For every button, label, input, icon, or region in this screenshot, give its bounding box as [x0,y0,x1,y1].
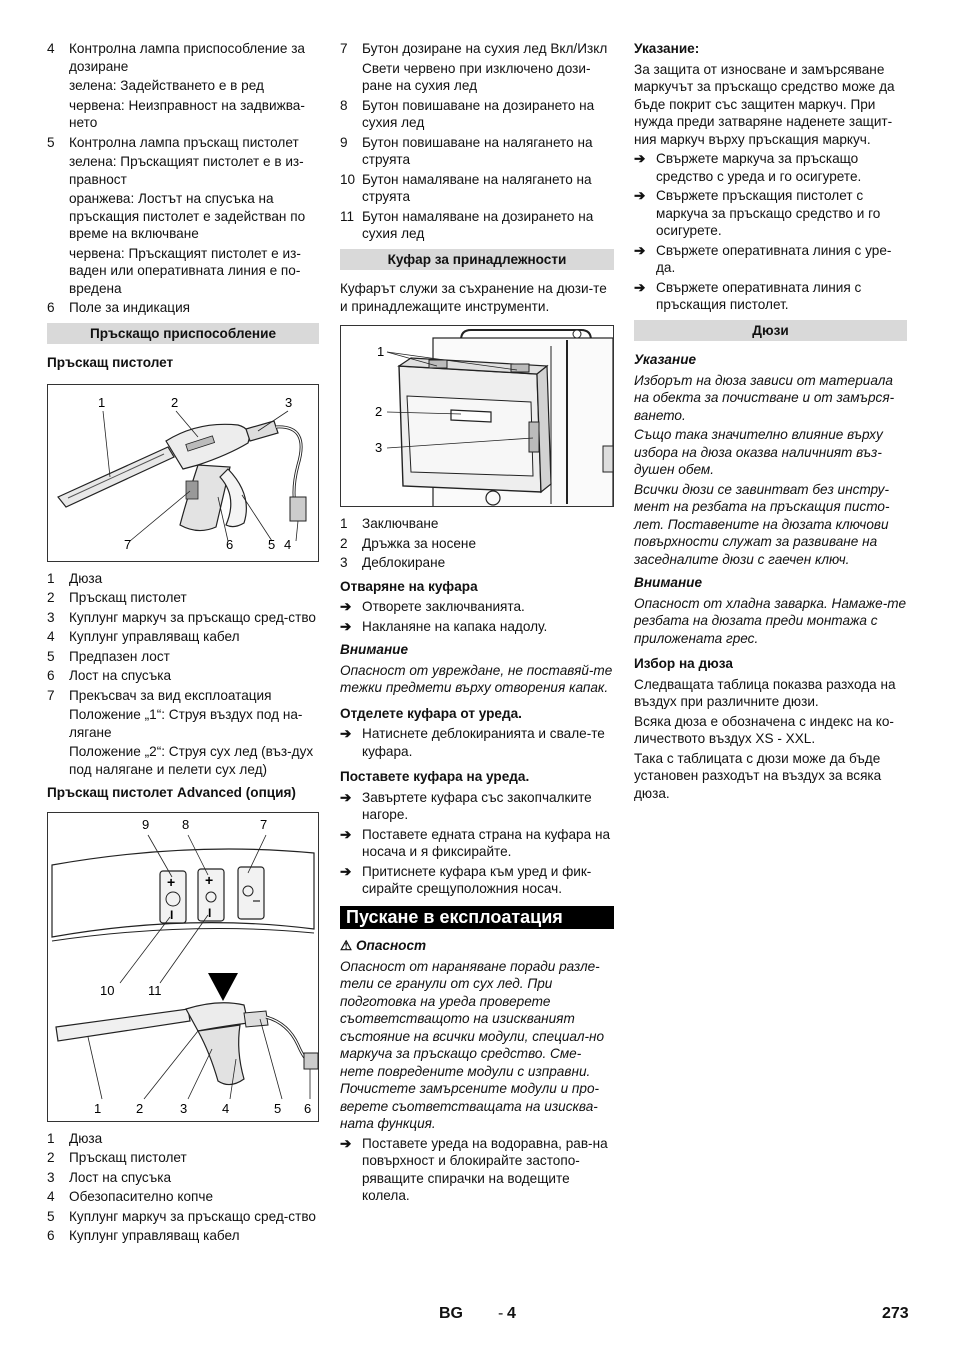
fig1-label-5: 5 [268,536,276,552]
fig1-label-4: 4 [284,536,292,552]
arrow-icon: ➔ [634,279,646,295]
figure-accessory-case [340,325,614,507]
column-1 [47,40,319,1247]
heading-attach-case: Поставете куфара на уреда. [340,769,530,784]
fig2-label-5: 5 [274,1100,282,1116]
fig1-label-3: 3 [285,394,293,410]
warning-icon: ⚠ [340,938,353,953]
case-intro: Куфарът служи за съхранение на дюзи-те и принадлежащите инструменти. [340,281,607,314]
arrow-icon: ➔ [340,863,352,879]
fig2-label-4: 4 [222,1100,230,1116]
footer-separator: - [498,1305,504,1322]
control-lamps-list: 4 Контролна лампа приспособление за дозиране зелена: Задействането е в ред червена: Неизправност на задвижва-нето 5 Контролна лампа пръскащ пистолет зелена: Пръскащият пистолет е в из-правност оранжева: Лостът на спусъка на пръскащия пистолет е задействан по време на включване червена: Пръскащият пистолет е из-ваден или оперативната линия е по-вредена 6 Поле за индикация [47,41,306,315]
hint-paragraph: Всички дюзи се завинтват без инстру-мент на резбата на пръскащия писто-лет. Поставените на дюзата ключови повърхности служат за развиване на заседналите дюзи с гаечен ключ. [634,481,890,567]
arrow-icon: ➔ [340,789,352,805]
column-3: Указание: За защита от износване и замърсяване маркучът за пръскащо средство може да бъде покрит със защитен маркуч. При нужда преди затваряне наденете защит-ния маркуч върху пръскащия маркуч. ➔ Свържете маркуча за пръскащо средство с уреда и го осигурете. ➔ Свържете пръскащия пистолет с маркуча за пръскащо средство и го осигурете. ➔ Свържете оперативната линия с уре-да. ➔ Свържете оперативната линия с пръскащия пистолет. Дюзи Указание Изборът на дюза зависи от материала на обекта за почистване и от замърся-ването. Също така значително влияние върху избора на дюза оказва наличният въз-душен обем. Всички дюзи се завинтват без инстру-мент на резбата на пръскащия писто-лет. Поставените на дюзата ключови повърхности служат за развиване на заседналите дюзи с гаечен ключ. Внимание Опасност от хладна заварка. Намаже-те резбата на дюзата преди монтажа с приложената грес. Избор на дюза Следващата таблица показва разхода на въздух при различните дюзи. Всяка дюза е обозначена с индекс на ко-личеството въздух XS - XXL. Така с таблицата с дюзи може да бъде установен разходът на въздух за всяка дюза. [634,41,907,801]
heading-note: Указание: [634,41,700,56]
footer-local-page: 4 [507,1305,516,1322]
fig2-label-6: 6 [304,1100,312,1116]
fig2-label-3: 3 [180,1100,188,1116]
heading-danger: Опасност [355,938,427,953]
fig1-label-2: 2 [171,394,179,410]
figure-advanced-gun [47,812,319,1122]
heading-hint: Указание [634,352,697,367]
advanced-gun-legend: 1 Дюза 2 Пръскащ пистолет 3 Лост на спусъка 4 Обезопасително копче 5 Куплунг маркуч за пръскащо сред-ство 6 Куплунг управляващ кабел [47,1130,316,1243]
caution-text: Опасност от хладна заварка. Намаже-те резбата на дюзата преди монтажа с приложената грес. [634,595,907,646]
fig1-label-7: 7 [124,536,132,552]
section-nozzles: Дюзи [634,320,907,342]
figure-spray-gun [47,384,319,562]
heading-spray-gun: Пръскащ пистолет [47,355,174,370]
case-legend: 1 Заключване 2 Дръжка за носене 3 Деблокиране [340,516,477,570]
heading-open-case: Отваряне на куфара [340,578,478,594]
section-accessory-case: Куфар за принадлежности [340,249,614,271]
fig1-label-1: 1 [98,394,106,410]
fig1-label-6: 6 [226,536,234,552]
arrow-icon: ➔ [340,599,352,614]
section-spray-device: Пръскащо приспособление [47,323,319,345]
plus-icon-air: + [167,873,176,890]
arrow-icon: ➔ [340,826,352,842]
heading-advanced-gun: Пръскащ пистолет Advanced (опция) [47,785,296,800]
spray-gun-legend: 1 Дюза 2 Пръскащ пистолет 3 Куплунг маркуч за пръскащо сред-ство 4 Куплунг управляващ кабел 5 Предпазен лост 6 Лост на спусъка 7 Прекъсвач за вид експлоатация Положение „1“: Струя въздух под на-лягане Положение „2“: Струя сух лед (въз-дух под налягане и пелети сух лед) [47,570,316,777]
arrow-icon: ➔ [340,1135,352,1151]
buttons-list: 7 Бутон дозиране на сухия лед Вкл/Изкл Свети червено при изключено дози-ране на сухия лед 8 Бутон повишаване на дозирането на сухия лед 9 Бутон повишаване на налягането на струята 10 Бутон намаляване на налягането на струята 11 Бутон намаляване на дозирането на сухия лед [340,41,608,241]
fig2-label-11: 11 [148,982,162,998]
fig2-label-9: 9 [142,816,150,832]
plus-icon-ice: + [205,871,214,888]
arrow-icon: ➔ [340,726,352,741]
fig3-label-2: 2 [375,404,383,419]
fig2-label-7: 7 [260,816,268,832]
arrow-icon: ➔ [340,618,352,634]
choice-paragraph: Следващата таблица показва разхода на въздух при различните дюзи. [634,676,896,709]
choice-paragraph: Всяка дюза е обозначена с индекс на ко-личеството въздух XS - XXL. [634,713,894,746]
column-2: 7 Бутон дозиране на сухия лед Вкл/Изкл Свети червено при изключено дози-ране на сухия лед 8 Бутон повишаване на дозирането на сухия лед 9 Бутон повишаване на налягането на струята 10 Бутон намаляване на налягането на струята 11 Бутон намаляване на дозирането на сухия лед Куфар за принадлежности Куфарът служи за съхранение на дюзи-те и принадлежащите инструменти. 1 2 3 1 Заключване 2 Дръжка за носене 3 Деблокиране Отваряне на куфара ➔ Отворете заключванията. ➔ Накланяне на капака надолу. Внимание Опасност от увреждане, не поставяй-те тежки предмети върху отворения капак. Отделете куфара от уреда. ➔ Натиснете деблокиранията и свале-те куфара. Поставете куфара на уреда. ➔ Завъртете куфара със закопчалките нагоре. ➔ Поставете едната страна на куфара на носача и я фиксирайте. ➔ Притиснете куфара към уред и фик-сирайте срещуположния носач. Пускане в експлоатация ⚠ Опасност Опасност от нараняване поради разле-тели се гранули от сух лед. При подготовка на уреда проверете съответстващото на изискваният състояние на всички модули, специал-но маркуча за пръскащо средство. Сме-нете повредените модули с изправни. Почистете замърсените модули и про-верете съответстващата на изисква-ната функция. ➔ Поставете уреда на водоравна, рав-на повърхност и блокирайте застопо-ряващите спирачки на водещите колела. [340,41,613,1203]
heading-detach-case: Отделете куфара от уреда. [340,705,522,721]
fig3-label-3: 3 [375,440,383,455]
caution-text: Опасност от увреждане, не поставяй-те тежки предмети върху отворения капак. [340,662,613,695]
footer-page-number: 273 [882,1305,909,1322]
hint-paragraph: Изборът на дюза зависи от материала на обекта за почистване и от замърся-ването. [634,372,895,423]
fig2-label-2: 2 [136,1100,144,1116]
note-text: За защита от износване и замърсяване маркучът за пръскащо средство може да бъде покрит със защитен маркуч. При нужда преди затваряне наденете защит-ния маркуч върху пръскащия маркуч. [634,61,895,147]
minus-icon-air: I [170,907,174,922]
fig3-label-1: 1 [377,344,385,359]
fig2-label-1: 1 [94,1100,102,1116]
fig2-label-10: 10 [100,982,115,998]
fig2-label-8: 8 [182,816,190,832]
minus-icon-ice: I [208,905,212,920]
heading-caution: Внимание [340,642,409,657]
arrow-icon: ➔ [634,151,646,166]
arrow-icon: ➔ [634,242,646,258]
choice-paragraph: Така с таблицата с дюзи може да бъде установен разходът на въздух за всяка дюза. [634,750,882,801]
heading-caution: Внимание [634,575,703,590]
section-startup: Пускане в експлоатация [340,906,614,930]
heading-nozzle-choice: Избор на дюза [634,656,733,671]
arrow-icon: ➔ [634,188,646,203]
hint-paragraph: Също така значително влияние върху избора на дюза оказва наличният въз-душен обем. [634,427,883,477]
danger-text: Опасност от нараняване поради разле-тели се гранули от сух лед. При подготовка на уреда проверете съответстващото на изискваният състояние на всички модули, специал-но маркуча за пръскащо средство. Сме-нете повредените модули с изправни. Почистете замърсените модули и про-верете съответстващата на изисква-ната функция. [340,958,605,1131]
footer-language: BG [439,1305,463,1322]
